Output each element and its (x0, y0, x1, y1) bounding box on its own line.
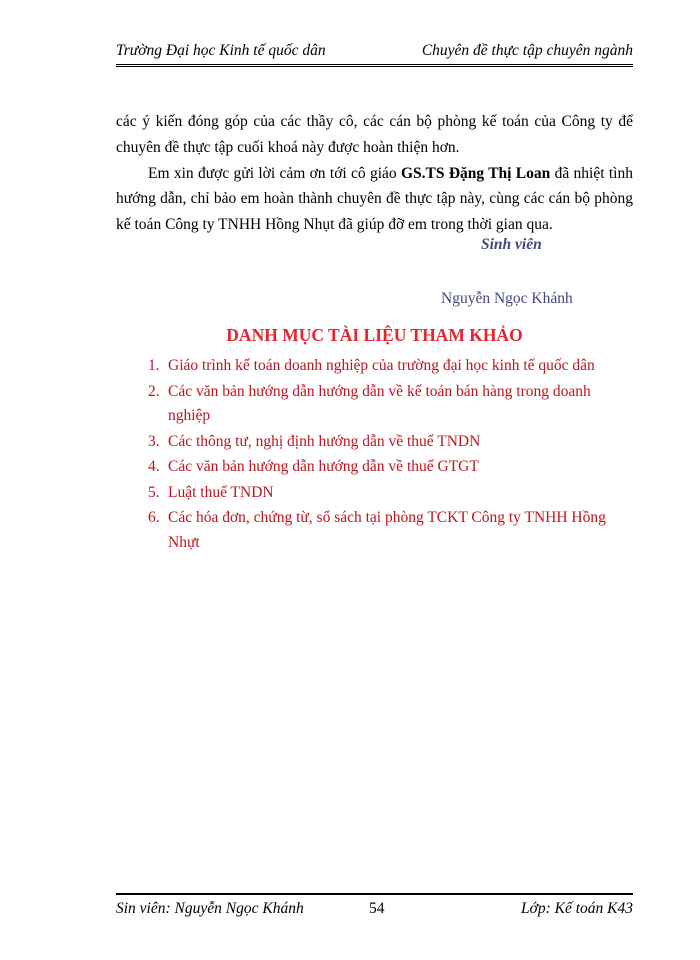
paragraph-2-end: đã nhiệt tình hướng dẫn, chỉ bảo em hoàn thành chuyên đề thực tập này, cùng các cán bộ phòng kế toán Công ty TNHH Hồng Nhụt đã giúp đỡ em trong thời gian qua. (116, 164, 633, 234)
reference-text: Giáo trình kế toán doanh nghiệp của trường đại học kinh tế quốc dân (168, 357, 595, 374)
supervisor-name: GS.TS Đặng Thị Loan (401, 164, 551, 182)
header-university: Trường Đại học Kinh tế quốc dân (116, 42, 326, 59)
header-subject: Chuyên đề thực tập chuyên ngành (421, 42, 633, 59)
reference-number: 4. (148, 458, 160, 475)
reference-number: 3. (148, 432, 160, 450)
page-footer (116, 893, 633, 919)
reference-item (116, 354, 633, 379)
body-text (116, 109, 633, 238)
footer-class: Lớp: Kế toán K43 (520, 900, 633, 917)
reference-number: 6. (148, 509, 160, 526)
paragraph-2 (116, 161, 633, 238)
references-title: DANH MỤC TÀI LIỆU THAM KHẢO (226, 325, 523, 345)
reference-item (116, 455, 633, 480)
reference-number: 5. (148, 483, 160, 501)
signature-name: Nguyễn Ngọc Khánh (441, 290, 573, 307)
reference-number: 1. (148, 357, 160, 374)
paragraph-2-start: Em xin được gửi lời cảm ơn tới cô giáo (148, 164, 401, 182)
reference-text: Các thông tư, nghị định hướng dẫn về thuế TNDN (168, 432, 481, 450)
page-number: 54 (369, 900, 385, 917)
reference-text: Các văn bản hướng dẫn hướng dẫn về thuế GTGT (168, 458, 479, 475)
references-list (116, 354, 633, 556)
reference-item (116, 430, 633, 455)
paragraph-1: các ý kiến đóng góp của các thầy cô, các cán bộ phòng kế toán của Công ty để chuyên đề thực tập cuối khoá này được hoàn thiện hơn. (116, 113, 633, 156)
reference-number: 2. (148, 382, 160, 400)
page-header (116, 42, 633, 67)
reference-text: Các văn bản hướng dẫn hướng dẫn về kế toán bán hàng trong doanh nghiệp (168, 382, 591, 424)
footer-student: Sin viên: Nguyễn Ngọc Khánh (116, 900, 304, 917)
reference-item (116, 506, 633, 555)
reference-item (116, 481, 633, 506)
reference-item (116, 380, 633, 429)
reference-text: Luật thuế TNDN (168, 483, 274, 501)
signature-role: Sinh viên (481, 236, 542, 253)
reference-text: Các hóa đơn, chứng từ, sổ sách tại phòng TCKT Công ty TNHH Hồng Nhựt (168, 509, 606, 551)
